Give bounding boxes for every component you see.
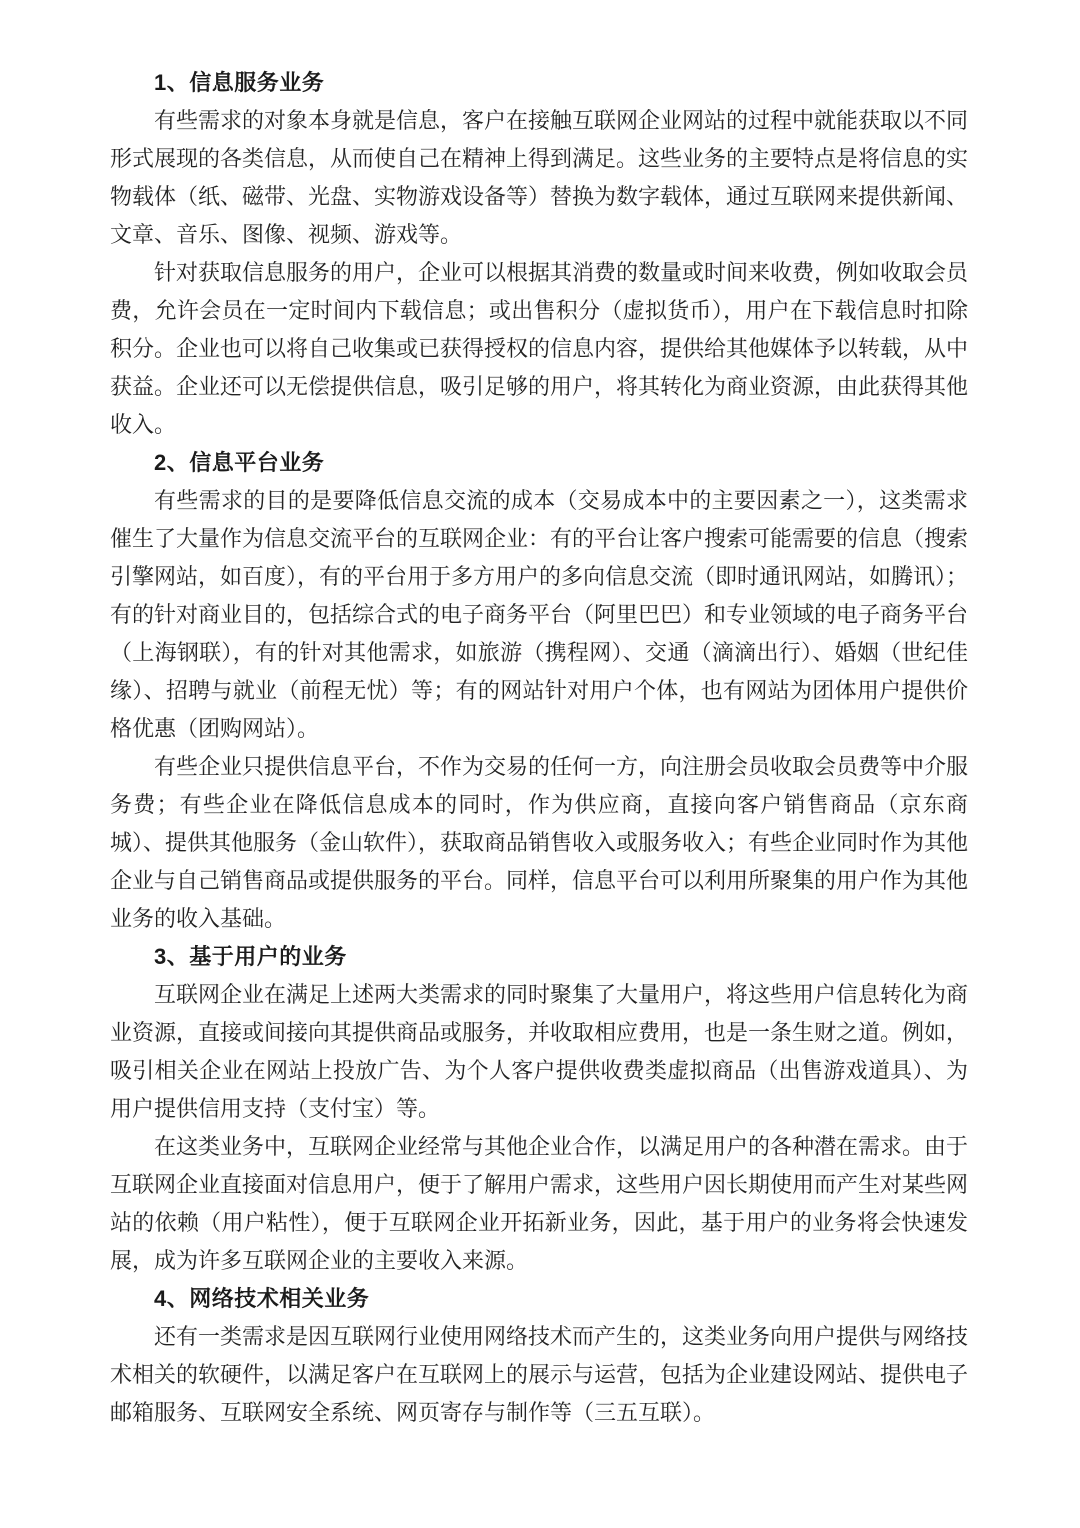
section-heading-2: 2、信息平台业务 bbox=[154, 450, 325, 475]
section-heading-4: 4、网络技术相关业务 bbox=[154, 1286, 370, 1311]
paragraph: 还有一类需求是因互联网行业使用网络技术而产生的，这类业务向用户提供与网络技术相关的软硬件，以满足客户在互联网上的展示与运营，包括为企业建设网站、提供电子邮箱服务、互联网安全系统、网页寄存与制作等（三五互联）。 bbox=[110, 1324, 969, 1425]
section-network-technology bbox=[110, 1280, 968, 1432]
paragraph: 针对获取信息服务的用户，企业可以根据其消费的数量或时间来收费，例如收取会员费，允许会员在一定时间内下载信息；或出售积分（虚拟货币），用户在下载信息时扣除积分。企业也可以将自己收集或已获得授权的信息内容，提供给其他媒体予以转载，从中获益。企业还可以无偿提供信息，吸引足够的用户，将其转化为商业资源，由此获得其他收入。 bbox=[110, 260, 969, 437]
section-heading-1: 1、信息服务业务 bbox=[154, 70, 325, 95]
section-information-service bbox=[110, 64, 968, 444]
paragraph: 在这类业务中，互联网企业经常与其他企业合作，以满足用户的各种潜在需求。由于互联网企业直接面对信息用户，便于了解用户需求，这些用户因长期使用而产生对某些网站的依赖（用户粘性），便于互联网企业开拓新业务，因此，基于用户的业务将会快速发展，成为许多互联网企业的主要收入来源。 bbox=[110, 1134, 969, 1273]
paragraph: 有些企业只提供信息平台，不作为交易的任何一方，向注册会员收取会员费等中介服务费；有些企业在降低信息成本的同时，作为供应商，直接向客户销售商品（京东商城）、提供其他服务（金山软件），获取商品销售收入或服务收入；有些企业同时作为其他企业与自己销售商品或提供服务的平台。同样，信息平台可以利用所聚集的用户作为其他业务的收入基础。 bbox=[110, 754, 969, 931]
paragraph: 有些需求的目的是要降低信息交流的成本（交易成本中的主要因素之一），这类需求催生了大量作为信息交流平台的互联网企业：有的平台让客户搜索可能需要的信息（搜索引擎网站，如百度），有的平台用于多方用户的多向信息交流（即时通讯网站，如腾讯）；有的针对商业目的，包括综合式的电子商务平台（阿里巴巴）和专业领域的电子商务平台（上海钢联），有的针对其他需求，如旅游（携程网）、交通（滴滴出行）、婚姻（世纪佳缘）、招聘与就业（前程无忧）等；有的网站针对用户个体，也有网站为团体用户提供价格优惠（团购网站）。 bbox=[110, 488, 969, 741]
section-user-based bbox=[110, 938, 968, 1280]
section-heading-3: 3、基于用户的业务 bbox=[154, 944, 347, 969]
paragraph: 有些需求的对象本身就是信息，客户在接触互联网企业网站的过程中就能获取以不同形式展现的各类信息，从而使自己在精神上得到满足。这些业务的主要特点是将信息的实物载体（纸、磁带、光盘、实物游戏设备等）替换为数字载体，通过互联网来提供新闻、文章、音乐、图像、视频、游戏等。 bbox=[110, 108, 969, 247]
paragraph: 互联网企业在满足上述两大类需求的同时聚集了大量用户，将这些用户信息转化为商业资源，直接或间接向其提供商品或服务，并收取相应费用，也是一条生财之道。例如，吸引相关企业在网站上投放广告、为个人客户提供收费类虚拟商品（出售游戏道具）、为用户提供信用支持（支付宝）等。 bbox=[110, 982, 969, 1121]
section-information-platform bbox=[110, 444, 968, 938]
